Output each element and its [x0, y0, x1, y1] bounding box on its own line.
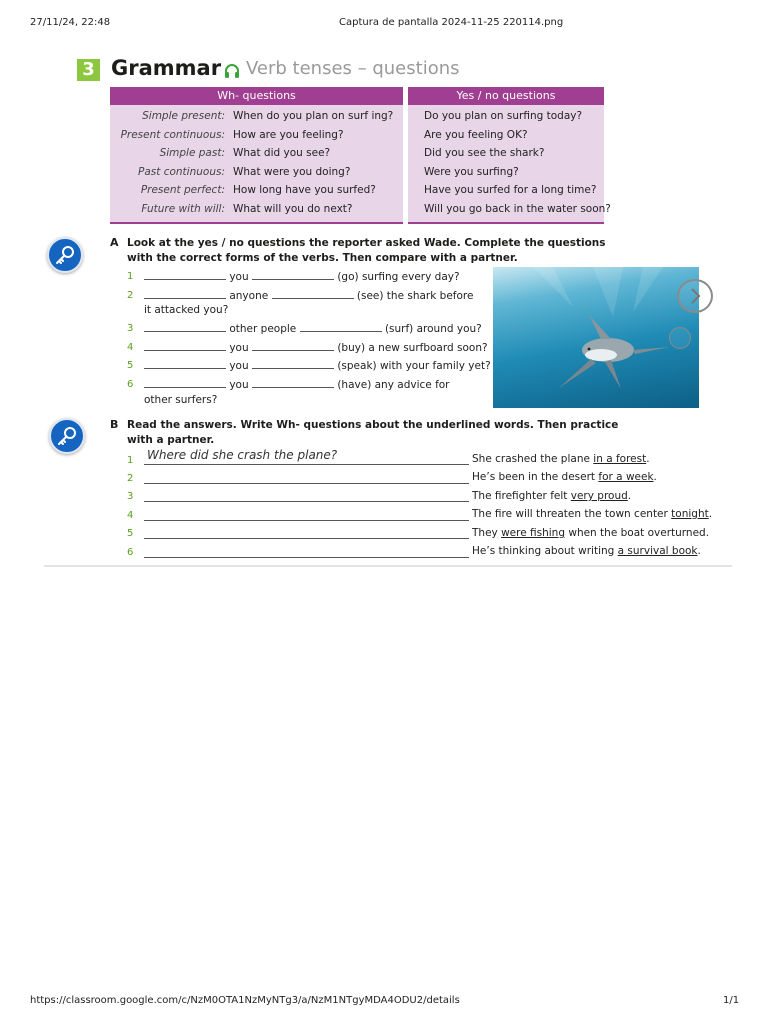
- chevron-right-icon: [679, 281, 711, 311]
- item-number: 2: [127, 473, 134, 484]
- exercise-a-instruction-1: Look at the yes / no questions the reporter asked Wade. Complete the questions: [127, 237, 606, 249]
- page-divider: [44, 565, 732, 567]
- key-icon[interactable]: [47, 237, 83, 273]
- print-page-number: 1/1: [723, 995, 740, 1006]
- section-title: Grammar: [111, 56, 222, 80]
- answer-text: .: [708, 508, 713, 520]
- tense-label: Simple present:: [142, 110, 225, 122]
- tense-label: Present continuous:: [120, 128, 225, 141]
- exercise-b-instruction-2: with a partner.: [127, 434, 215, 446]
- answer-text: .: [627, 490, 632, 502]
- answer-blank[interactable]: [252, 359, 334, 369]
- yn-table-header: Yes / no questions: [408, 87, 604, 105]
- item-number: 6: [127, 379, 134, 390]
- wh-question: What did you see?: [233, 147, 331, 160]
- section-number: 3: [77, 59, 100, 81]
- tense-label: Present perfect:: [140, 184, 225, 197]
- answer-text: .: [697, 545, 701, 557]
- yn-question: Do you plan on surfing today?: [424, 110, 583, 122]
- yes-no-questions-table: [408, 87, 611, 224]
- item-continuation: other surfers?: [144, 394, 218, 406]
- answer-text: when the boat overturned.: [565, 527, 710, 539]
- item-number: 4: [127, 342, 134, 353]
- answer-text: The fire will threaten the town center: [472, 508, 672, 520]
- answer-blank[interactable]: [144, 289, 226, 299]
- answer-blank[interactable]: [252, 270, 334, 280]
- example-answer: Where did she crash the plane?: [147, 448, 338, 462]
- exercise-b-instruction-1: Read the answers. Write Wh- questions about the underlined words. Then practice: [127, 419, 619, 431]
- table-row: [110, 163, 403, 182]
- item-number: 1: [127, 455, 134, 466]
- answer-text: He’s thinking about writing: [472, 545, 618, 557]
- list-item: [144, 378, 450, 391]
- list-item: [144, 341, 488, 354]
- answer-blank[interactable]: [300, 322, 382, 332]
- item-ending: (go) surfing every day?: [337, 271, 460, 283]
- item-subject: anyone: [229, 290, 269, 302]
- answer-line[interactable]: [144, 537, 469, 539]
- item-number: 4: [127, 510, 134, 521]
- tense-label: Future with will:: [141, 202, 225, 215]
- key-glyph: [49, 239, 81, 271]
- answer-line[interactable]: [144, 482, 469, 484]
- answer-sentence: [472, 527, 709, 539]
- answer-line[interactable]: [144, 556, 469, 558]
- item-subject: you: [229, 342, 249, 354]
- yn-question: Are you feeling OK?: [424, 128, 528, 141]
- table-row: [408, 181, 604, 200]
- yn-question: Did you see the shark?: [424, 147, 545, 160]
- answer-blank[interactable]: [144, 322, 226, 332]
- item-subject: you: [229, 360, 249, 372]
- table-row: [408, 144, 604, 163]
- wh-question: What will you do next?: [233, 202, 353, 215]
- item-ending: (have) any advice for: [337, 379, 450, 391]
- item-ending: (surf) around you?: [384, 323, 482, 335]
- print-datetime: 27/11/24, 22:48: [30, 17, 111, 28]
- wh-questions-table: [110, 87, 403, 224]
- item-number: 3: [127, 323, 134, 334]
- tense-label: Past continuous:: [138, 165, 225, 178]
- answer-blank[interactable]: [252, 378, 334, 388]
- table-row: [408, 126, 604, 145]
- next-slide-button[interactable]: [677, 279, 713, 313]
- answer-blank[interactable]: [144, 270, 226, 280]
- wh-question: When do you plan on surf ing?: [233, 110, 394, 122]
- item-subject: you: [229, 379, 249, 391]
- answer-text: .: [646, 453, 650, 465]
- item-number: 6: [127, 547, 134, 558]
- print-filename: Captura de pantalla 2024-11-25 220114.png: [339, 17, 564, 28]
- wh-question: How are you feeling?: [233, 128, 344, 141]
- underlined-text: in a forest: [593, 453, 647, 465]
- answer-blank[interactable]: [144, 378, 226, 388]
- slide-indicator[interactable]: [669, 327, 691, 349]
- table-row: [408, 107, 604, 126]
- table-row: [110, 181, 403, 200]
- wh-table-header: Wh- questions: [110, 87, 403, 105]
- exercise-b-letter: B: [110, 418, 119, 431]
- underlined-text: tonight: [671, 508, 709, 520]
- answer-line[interactable]: [144, 500, 469, 502]
- table-row: [110, 126, 403, 145]
- answer-sentence: [472, 453, 650, 465]
- item-number: 2: [127, 290, 134, 301]
- item-ending: (buy) a new surfboard soon?: [337, 342, 488, 354]
- table-row: [110, 144, 403, 163]
- exercise-a-letter: A: [110, 236, 119, 249]
- underlined-text: a survival book: [617, 545, 698, 557]
- list-item: [144, 289, 473, 302]
- item-ending: (see) the shark before: [356, 290, 474, 302]
- list-item: [144, 270, 460, 283]
- item-number: 3: [127, 491, 134, 502]
- item-subject: other people: [229, 323, 297, 335]
- answer-sentence: [472, 508, 712, 520]
- answer-line[interactable]: [144, 463, 469, 465]
- wh-question: What were you doing?: [233, 165, 351, 178]
- section-subtitle: Verb tenses – questions: [246, 58, 460, 79]
- tense-label: Simple past:: [159, 147, 225, 160]
- item-number: 1: [127, 271, 134, 282]
- underlined-text: very proud: [570, 490, 628, 502]
- item-number: 5: [127, 528, 134, 539]
- answer-blank[interactable]: [144, 359, 226, 369]
- answer-sentence: [472, 545, 701, 557]
- underlined-text: were fishing: [501, 527, 566, 539]
- item-subject: you: [229, 271, 249, 283]
- key-glyph: [51, 420, 83, 452]
- table-row: [110, 107, 403, 126]
- answer-text: He’s been in the desert: [472, 471, 599, 483]
- answer-blank[interactable]: [144, 341, 226, 351]
- answer-sentence: [472, 471, 657, 483]
- item-ending: (speak) with your family yet?: [337, 360, 491, 372]
- list-item: [144, 359, 491, 372]
- headset-icon[interactable]: [223, 62, 241, 80]
- table-row: [408, 163, 604, 182]
- answer-text: .: [653, 471, 657, 483]
- answer-text: She crashed the plane: [472, 453, 594, 465]
- list-item: [144, 322, 482, 335]
- underlined-text: for a week: [598, 471, 654, 483]
- answer-blank[interactable]: [272, 289, 354, 299]
- yn-question: Have you surfed for a long time?: [424, 184, 597, 197]
- wh-question: How long have you surfed?: [233, 184, 376, 197]
- answer-text: The firefighter felt: [472, 490, 571, 502]
- yn-question: Were you surfing?: [424, 165, 519, 178]
- key-icon[interactable]: [49, 418, 85, 454]
- answer-sentence: [472, 490, 631, 502]
- item-continuation: it attacked you?: [144, 304, 229, 316]
- answer-text: They: [472, 527, 502, 539]
- item-number: 5: [127, 360, 134, 371]
- exercise-a-instruction-2: with the correct forms of the verbs. Then compare with a partner.: [127, 252, 518, 264]
- table-row: [408, 200, 611, 219]
- answer-blank[interactable]: [252, 341, 334, 351]
- yn-question: Will you go back in the water soon?: [424, 202, 611, 215]
- print-url: https://classroom.google.com/c/NzM0OTA1NzMyNTg3/a/NzM1NTgyMDA4ODU2/details: [30, 995, 460, 1006]
- answer-line[interactable]: [144, 519, 469, 521]
- table-row: [110, 200, 403, 219]
